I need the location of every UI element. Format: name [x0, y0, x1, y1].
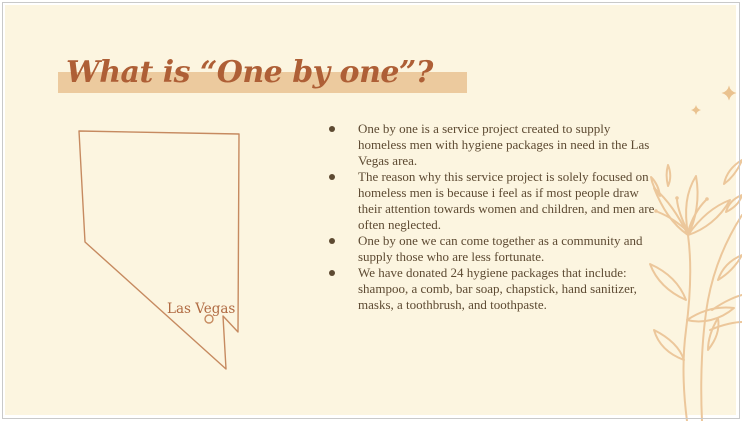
bullet-item: [324, 265, 656, 313]
map-label-las-vegas: Las Vegas: [167, 301, 236, 317]
bullet-item: [324, 169, 656, 233]
sparkle-large-icon: [722, 86, 737, 101]
bullet-text: One by one we can come together as a community and supply those who are less fortunate.: [358, 233, 643, 264]
flower-decoration-icon: [650, 160, 742, 421]
bullet-text: The reason why this service project is solely focused on homeless men is because i feel as if most people draw their attention towards women and children, and men are often neglected.: [358, 169, 655, 232]
bullet-dot-icon: [329, 270, 335, 276]
bullet-text: One by one is a service project created to supply homeless men with hygiene packages in need in the Las Vegas area.: [358, 121, 650, 168]
bullet-item: [324, 121, 656, 169]
bullet-text: We have donated 24 hygiene packages that include: shampoo, a comb, bar soap, chapstick, hand sanitizer, masks, a toothbrush, and toothpaste.: [358, 265, 637, 312]
sparkle-icons: [691, 86, 737, 116]
bullet-dot-icon: [329, 238, 335, 244]
nevada-map-icon: [79, 131, 239, 369]
sparkle-small-icon: [691, 105, 701, 115]
bullet-dot-icon: [329, 126, 335, 132]
bullet-item: [324, 233, 656, 265]
nevada-outline: [79, 131, 239, 369]
bullet-dot-icon: [329, 174, 335, 180]
slide-title[interactable]: What is “One by one”?: [66, 55, 433, 90]
bullet-text-box[interactable]: [324, 121, 656, 313]
